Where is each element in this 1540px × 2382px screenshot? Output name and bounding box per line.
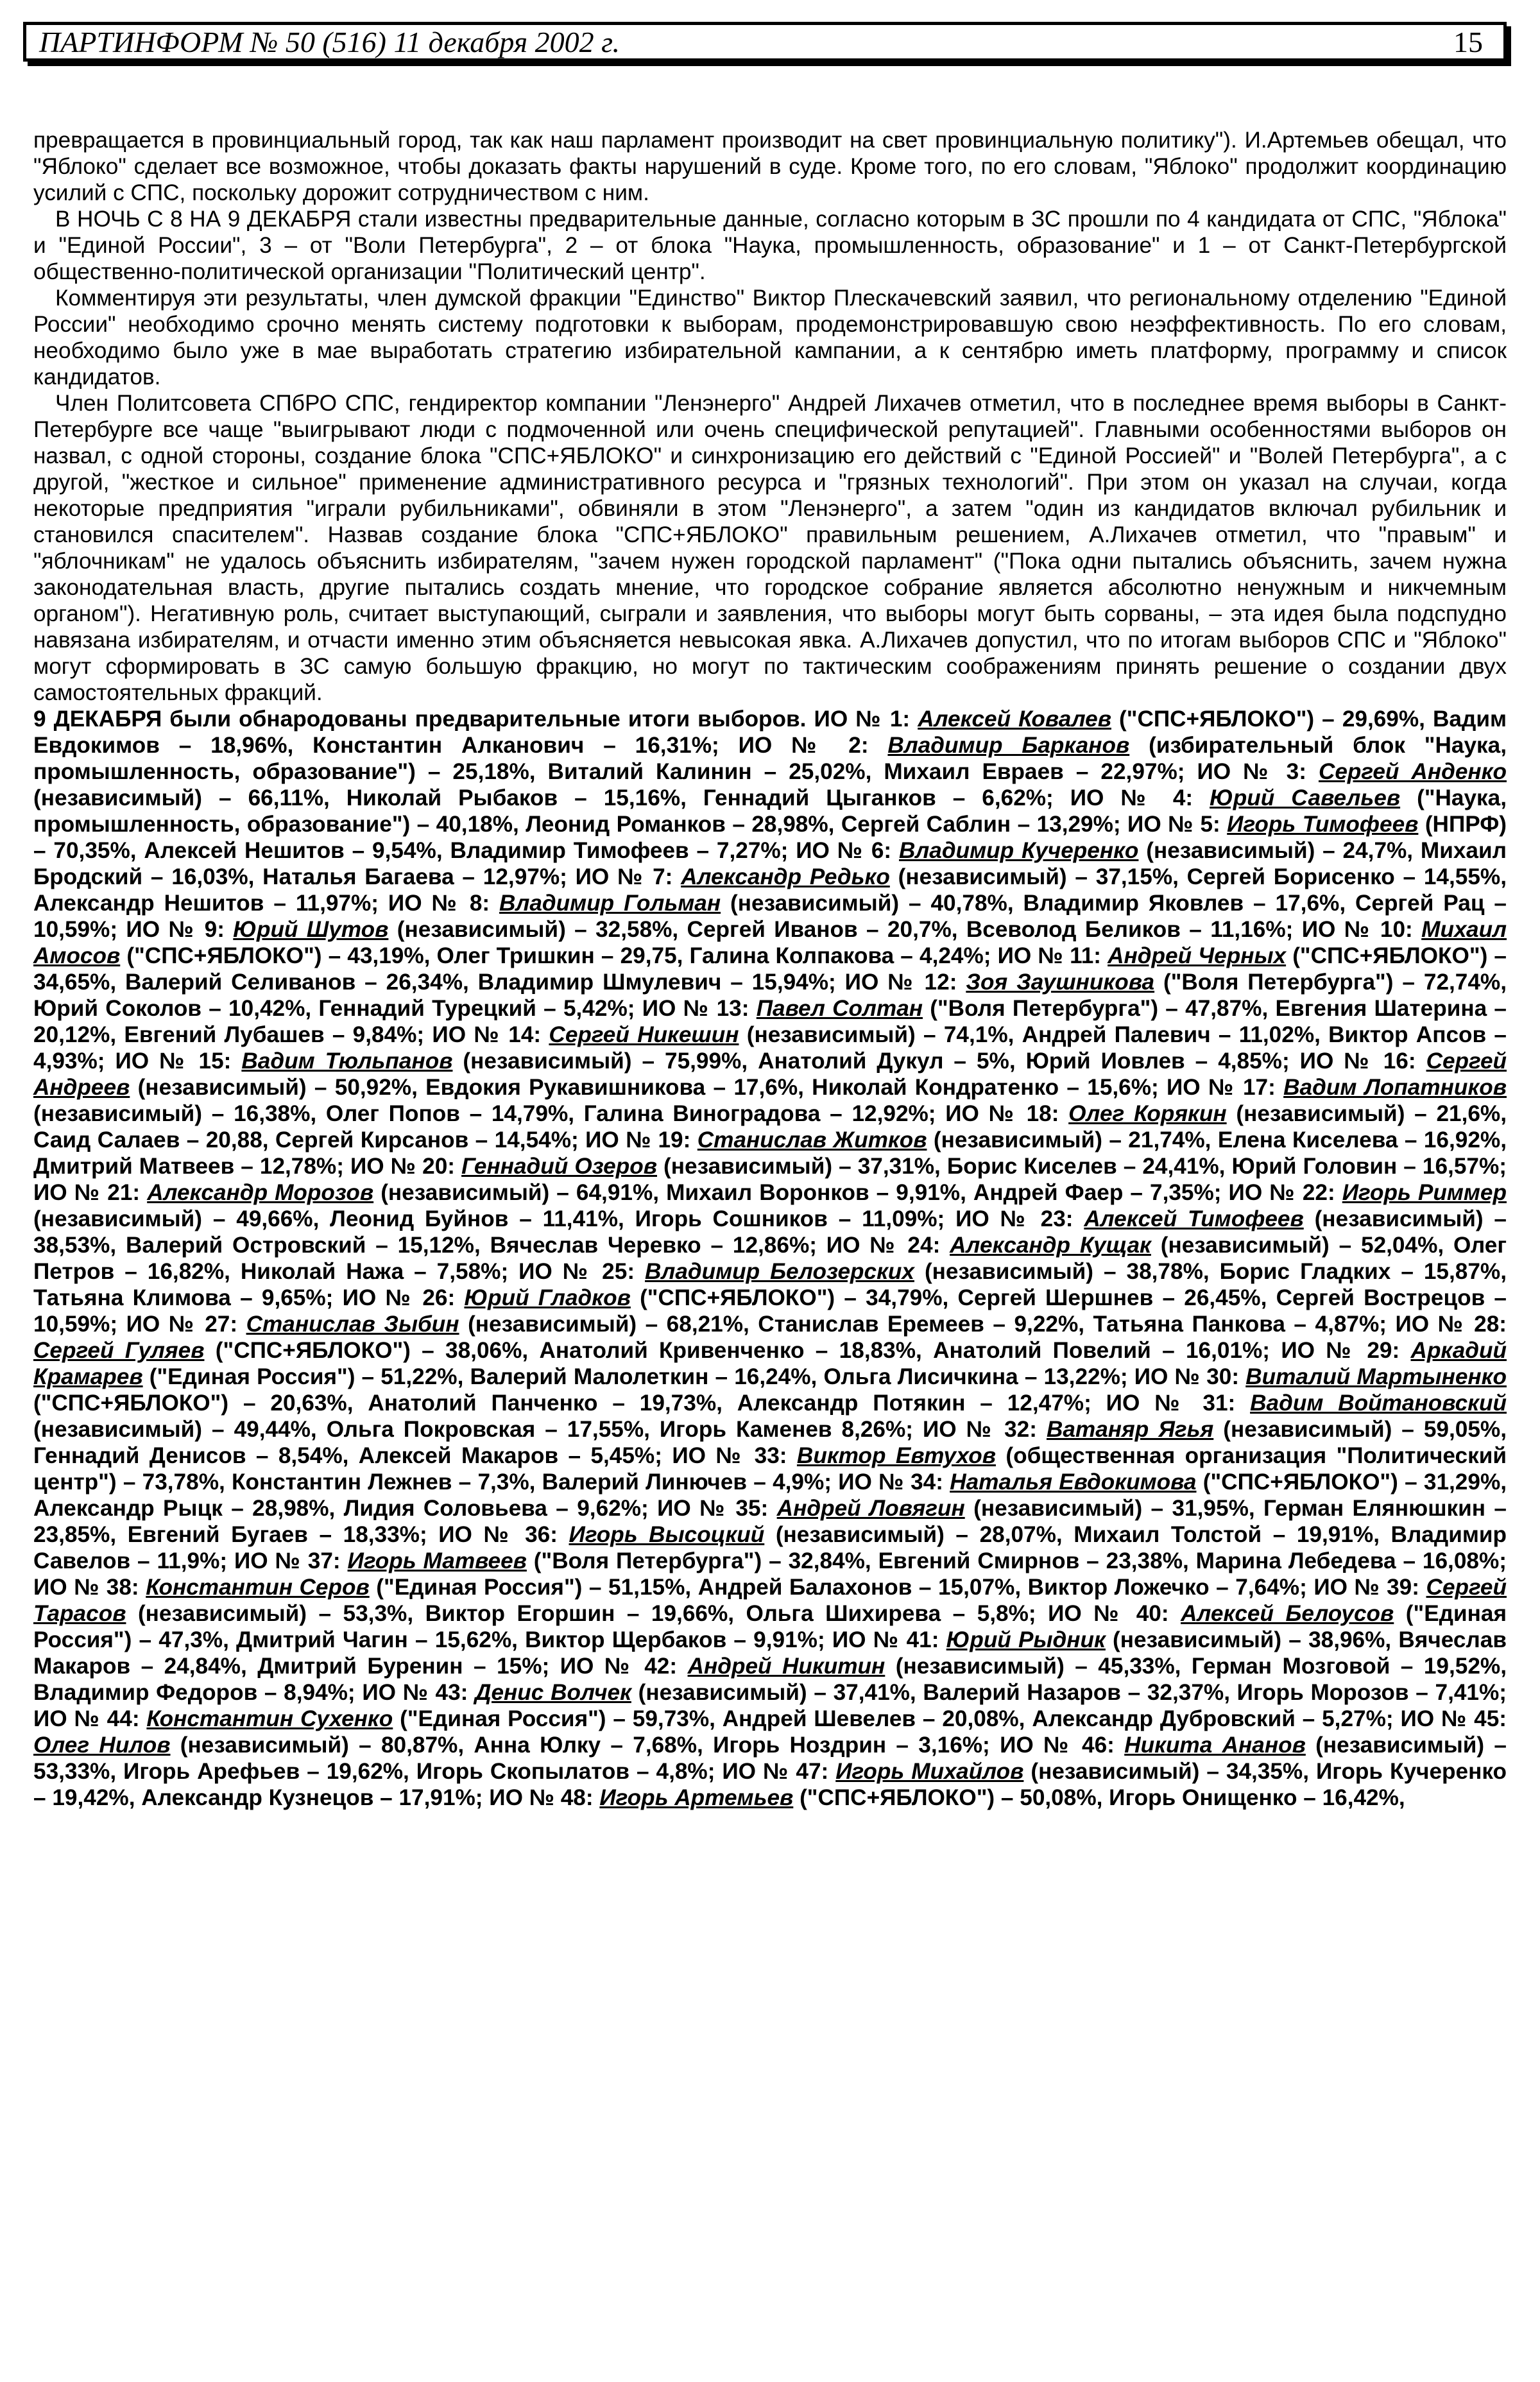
results-text: (независимый) – 37,15%, Сергей Борисенко – 14,55%, Александр Нешитов – 11,97%; ИО № 8: [33, 864, 1507, 916]
winner-name: Алексей Ковалев [918, 707, 1111, 732]
winner-name: Станислав Зыбин [246, 1312, 459, 1337]
results-text: (независимый) – 53,33%, Игорь Арефьев – 19,62%, Игорь Скопылатов – 4,8%; ИО № 47: [33, 1733, 1507, 1784]
results-text: (общественная организация "Политический центр") – 73,78%, Константин Лежнев – 7,3%, Валерий Линючев – 4,9%; ИО № 34: [33, 1443, 1507, 1495]
results-text: (избирательный блок "Наука, промышленность, образование") – 25,18%, Виталий Калинин – 25,02%, Михаил Евраев – 22,97%; ИО № 3: [33, 733, 1507, 784]
winner-name: Михаил Амосов [33, 917, 1507, 968]
results-text: (независимый) – 32,58%, Сергей Иванов – 20,7%, Всеволод Беликов – 11,16%; ИО № 10: [388, 917, 1422, 942]
results-text: ("СПС+ЯБЛОКО") – 38,06%, Анатолий Кривенченко – 18,83%, Анатолий Повелий – 16,01%; ИО № 29: [204, 1338, 1411, 1363]
winner-name: Константин Сухенко [146, 1706, 393, 1731]
winner-name: Константин Серов [146, 1575, 370, 1600]
winner-name: Юрий Гладков [464, 1285, 631, 1310]
results-text: ("СПС+ЯБЛОКО") – 34,65%, Валерий Селиванов – 26,34%, Владимир Шмулевич – 15,94%; ИО № 12: [33, 943, 1507, 995]
results-text: (независимый) – 64,91%, Михаил Воронков – 9,91%, Андрей Фаер – 7,35%; ИО № 22: [373, 1180, 1342, 1205]
results-text: (независимый) – 74,1%, Андрей Палевич – 11,02%, Виктор Апсов – 4,93%; ИО № 15: [33, 1022, 1507, 1074]
winner-name: Александр Редько [681, 864, 890, 889]
paragraph: В НОЧЬ С 8 НА 9 ДЕКАБРЯ стали известны предварительные данные, согласно которым в ЗС прошли по 4 кандидата от СПС, "Яблока" и "Единой России", 3 – от "Воли Петербурга", 2 – от блока "Наука, промышленность, образование" и 1 – от Санкт-Петербургской общественно-политической организации "Политический центр". [33, 207, 1507, 284]
results-text: (независимый) – 31,95%, Герман Елянюшкин – 23,85%, Евгений Бугаев – 18,33%; ИО № 36: [33, 1496, 1507, 1547]
results-text: (независимый) – 40,78%, Владимир Яковлев – 17,6%, Сергей Рац – 10,59%; ИО № 9: [33, 891, 1507, 942]
results-text: (независимый) – 21,6%, Саид Салаев – 20,88, Сергей Кирсанов – 14,54%; ИО № 19: [33, 1101, 1507, 1152]
winner-name: Игорь Матвеев [347, 1548, 527, 1573]
winner-name: Юрий Рыдник [946, 1627, 1106, 1652]
winner-name: Ватаняр Ягья [1046, 1417, 1214, 1442]
winner-name: Андрей Ловягин [776, 1496, 965, 1521]
winner-name: Виталий Мартыненко [1245, 1364, 1507, 1389]
winner-name: Владимир Барканов [887, 733, 1130, 758]
winner-name: Вадим Войтановский [1250, 1391, 1507, 1416]
winner-name: Алексей Тимофеев [1084, 1206, 1304, 1231]
winner-name: Игорь Артемьев [599, 1785, 794, 1810]
results-text: ("СПС+ЯБЛОКО") – 20,63%, Анатолий Панченко – 19,73%, Александр Потякин – 12,47%; ИО № 31: [33, 1391, 1251, 1416]
winner-name: Денис Волчек [475, 1680, 631, 1705]
winner-name: Олег Корякин [1068, 1101, 1227, 1126]
results-text: (независимый) – 75,99%, Анатолий Дукул – 5%, Юрий Иовлев – 4,85%; ИО № 16: [452, 1049, 1426, 1074]
results-text: (независимый) – 68,21%, Станислав Еремеев – 9,22%, Татьяна Панкова – 4,87%; ИО № 28: [459, 1312, 1507, 1337]
results-text: (независимый) – 53,3%, Виктор Егоршин – 19,66%, Ольга Шихирева – 5,8%; ИО № 40: [126, 1601, 1181, 1626]
winner-name: Вадим Лопатников [1283, 1075, 1507, 1100]
results-text: ("Единая Россия") – 51,22%, Валерий Малолеткин – 16,24%, Ольга Лисичкина – 13,22%; ИО № 30: [142, 1364, 1246, 1389]
results-text: ("Единая Россия") – 59,73%, Андрей Шевелев – 20,08%, Александр Дубровский – 5,27%; ИО № 45: [393, 1706, 1507, 1731]
winner-name: Сергей Андреев [33, 1049, 1507, 1100]
results-text: (независимый) – 21,74%, Елена Киселева – 16,92%, Дмитрий Матвеев – 12,78%; ИО № 20: [33, 1127, 1507, 1179]
results-text: (независимый) – 66,11%, Николай Рыбаков – 15,16%, Геннадий Цыганков – 6,62%; ИО № 4: [33, 785, 1210, 810]
results-text: (независимый) – 38,53%, Валерий Островский – 15,12%, Вячеслав Черевко – 12,86%; ИО № 24: [33, 1206, 1507, 1258]
results-text: ("Единая Россия") – 47,3%, Дмитрий Чагин – 15,62%, Виктор Щербаков – 9,91%; ИО № 41: [33, 1601, 1507, 1652]
winner-name: Игорь Михайлов [835, 1759, 1024, 1784]
results-text: (независимый) – 37,41%, Валерий Назаров – 32,37%, Игорь Морозов – 7,41%; ИО № 44: [33, 1680, 1507, 1731]
winner-name: Сергей Гуляев [33, 1338, 205, 1363]
paragraph: Комментируя эти результаты, член думской фракции "Единство" Виктор Плескачевский заявил, что региональному отделению "Единой России" необходимо срочно менять систему подготовки к выборам, продемонстрировавшую свою неэффективность. По его словам, необходимо было уже в мае выработать стратегию избирательной кампании, а к сентябрю иметь платформу, программу и список кандидатов. [33, 286, 1507, 390]
results-text: (независимый) – 49,66%, Леонид Буйнов – 11,41%, Игорь Сошников – 11,09%; ИО № 23: [33, 1206, 1084, 1231]
paragraph: Член Политсовета СПбРО СПС, гендиректор компании "Ленэнерго" Андрей Лихачев отметил, что в последнее время выборы в Санкт-Петербурге все чаще "выигрывают люди с подмоченной или очень специфической репутацией". Главными особенностями выборов он назвал, с одной стороны, создание блока "СПС+ЯБЛОКО" и синхронизацию его действий с "Единой Россией" и "Волей Петербурга", а с другой, "жесткое и сильное" применение административного ресурса и "грязных технологий". При этом он указал на случаи, когда некоторые предприятия "играли рубильниками", обвиняли в этом "Ленэнерго", а затем "один из кандидатов включал рубильник и становился спасителем". Назвав создание блока "СПС+ЯБЛОКО" правильным решением, А.Лихачев отметил, что "правым" и "яблочникам" не удалось объяснить избирателям, "зачем нужен городской парламент" ("Пока одни пытались объяснить, зачем нужна законодательная власть, другие пытались создать мнение, что городское собрание является абсолютно ненужным и никчемным органом"). Негативную роль, считает выступающий, сыграли и заявления, что выборы могут быть сорваны, – эта идея была подспудно навязана избирателям, и отчасти именно этим объясняется невысокая явка. А.Лихачев допустил, что по итогам выборов СПС и "Яблоко" могут сформировать в ЗС самую большую фракцию, но могут по тактическим соображениям принять решение о создании двух самостоятельных фракций. [33, 391, 1507, 705]
winner-name: Александр Кущак [950, 1233, 1151, 1258]
winner-name: Александр Морозов [147, 1180, 374, 1205]
results-text: (независимый) – 38,78%, Борис Гладких – 15,87%, Татьяна Климова – 9,65%; ИО № 26: [33, 1259, 1507, 1310]
results-text: (независимый) – 50,92%, Евдокия Рукавишникова – 17,6%, Николай Кондратенко – 15,6%; ИО № 17: [130, 1075, 1284, 1100]
paragraph: превращается в провинциальный город, так как наш парламент производит на свет провинциальную политику"). И.Артемьев обещал, что "Яблоко" сделает все возможное, чтобы доказать факты нарушений в суде. Кроме того, по его словам, "Яблоко" продолжит координацию усилий с СПС, поскольку дорожит сотрудничеством с ним. [33, 128, 1507, 205]
winner-name: Владимир Белозерских [645, 1259, 914, 1284]
winner-name: Сергей Тарасов [33, 1575, 1507, 1626]
winner-name: Аркадий Крамарев [33, 1338, 1507, 1389]
winner-name: Юрий Савельев [1210, 785, 1401, 810]
winner-name: Игорь Тимофеев [1227, 812, 1419, 837]
results-text: (независимый) – 24,7%, Михаил Бродский – 16,03%, Наталья Багаева – 12,97%; ИО № 7: [33, 838, 1507, 889]
results-text: ("Воля Петербурга") – 32,84%, Евгений Смирнов – 23,38%, Марина Лебедева – 16,08%; ИО № 38: [33, 1548, 1507, 1600]
page-header [23, 22, 1507, 62]
results-text: (независимый) – 16,38%, Олег Попов – 14,79%, Галина Виноградова – 12,92%; ИО № 18: [33, 1101, 1069, 1126]
winner-name: Владимир Гольман [499, 891, 721, 916]
results-text: ("Наука, промышленность, образование") – 40,18%, Леонид Романков – 28,98%, Сергей Саблин – 13,29%; ИО № 5: [33, 785, 1507, 837]
winner-name: Владимир Кучеренко [898, 838, 1139, 863]
winner-name: Сергей Анденко [1318, 759, 1507, 784]
results-text: ("СПС+ЯБЛОКО") – 29,69%, Вадим Евдокимов – 18,96%, Константин Алканович – 16,31%; ИО № 2: [33, 707, 1507, 758]
winner-name: Павел Солтан [756, 996, 923, 1021]
page-number: 15 [1453, 25, 1483, 58]
results-text: (независимый) – 28,07%, Михаил Толстой – 19,91%, Владимир Савелов – 11,9%; ИО № 37: [33, 1522, 1507, 1573]
winner-name: Андрей Черных [1108, 943, 1287, 968]
results-text: (независимый) – 80,87%, Анна Юлку – 7,68%, Игорь Ноздрин – 3,16%; ИО № 46: [170, 1733, 1125, 1758]
winner-name: Геннадий Озеров [461, 1154, 657, 1179]
winner-name: Вадим Тюльпанов [241, 1049, 453, 1074]
winner-name: Олег Нилов [33, 1733, 171, 1758]
winner-name: Виктор Евтухов [796, 1443, 996, 1468]
article-body [33, 127, 1507, 1811]
winner-name: Сергей Никешин [549, 1022, 739, 1047]
results-text: ("СПС+ЯБЛОКО") – 43,19%, Олег Тришкин – 29,75, Галина Колпакова – 4,24%; ИО № 11: [120, 943, 1108, 968]
results-text: (независимый) – 52,04%, Олег Петров – 16,82%, Николай Нажа – 7,58%; ИО № 25: [33, 1233, 1507, 1284]
results-text: (НПРФ) – 70,35%, Алексей Нешитов – 9,54%, Владимир Тимофеев – 7,27%; ИО № 6: [33, 812, 1507, 863]
winner-name: Андрей Никитин [687, 1654, 886, 1679]
results-text: (независимый) – 34,35%, Игорь Кучеренко – 19,42%, Александр Кузнецов – 17,91%; ИО № 48: [33, 1759, 1507, 1810]
results-text: (независимый) – 59,05%, Геннадий Денисов – 8,54%, Алексей Макаров – 5,45%; ИО № 33: [33, 1417, 1507, 1468]
results-text: ("СПС+ЯБЛОКО") – 34,79%, Сергей Шершнев – 26,45%, Сергей Вострецов – 10,59%; ИО № 27: [33, 1285, 1507, 1337]
results-text: ("Воля Петербурга") – 72,74%, Юрий Соколов – 10,42%, Геннадий Турецкий – 5,42%; ИО № 13: [33, 970, 1507, 1021]
results-text: ("Воля Петербурга") – 47,87%, Евгения Шатерина – 20,12%, Евгений Лубашев – 9,84%; ИО № 14: [33, 996, 1507, 1047]
winner-name: Юрий Шутов [233, 917, 389, 942]
winner-name: Зоя Заушникова [966, 970, 1155, 995]
results-text: (независимый) – 45,33%, Герман Мозговой – 19,52%, Владимир Федоров – 8,94%; ИО № 43: [33, 1654, 1507, 1705]
winner-name: Игорь Высоцкий [569, 1522, 765, 1547]
winner-name: Алексей Белоусов [1181, 1601, 1394, 1626]
winner-name: Наталья Евдокимова [950, 1469, 1197, 1495]
results-text: ("Единая Россия") – 51,15%, Андрей Балахонов – 15,07%, Виктор Ложечко – 7,64%; ИО № 39: [369, 1575, 1426, 1600]
results-text: (независимый) – 49,44%, Ольга Покровская – 17,55%, Игорь Каменев 8,26%; ИО № 32: [33, 1417, 1047, 1442]
results-text: ("СПС+ЯБЛОКО") – 31,29%, Александр Рыцк – 28,98%, Лидия Соловьева – 9,62%; ИО № 35: [33, 1469, 1507, 1521]
results-text: (независимый) – 37,31%, Борис Киселев – 24,41%, Юрий Головин – 16,57%; ИО № 21: [33, 1154, 1507, 1205]
results-text: ("СПС+ЯБЛОКО") – 50,08%, Игорь Онищенко – 16,42%, [793, 1785, 1405, 1810]
winner-name: Станислав Житков [697, 1127, 927, 1152]
winner-name: Никита Ананов [1124, 1733, 1306, 1758]
winner-name: Игорь Риммер [1342, 1180, 1507, 1205]
results-text: 9 ДЕКАБРЯ были обнародованы предварительные итоги выборов. ИО № 1: [33, 707, 918, 732]
results-text: (независимый) – 38,96%, Вячеслав Макаров – 24,84%, Дмитрий Буренин – 15%; ИО № 42: [33, 1627, 1507, 1679]
header-title: ПАРТИНФОРМ № 50 (516) 11 декабря 2002 г. [39, 25, 620, 58]
election-results-paragraph [33, 706, 1507, 1811]
